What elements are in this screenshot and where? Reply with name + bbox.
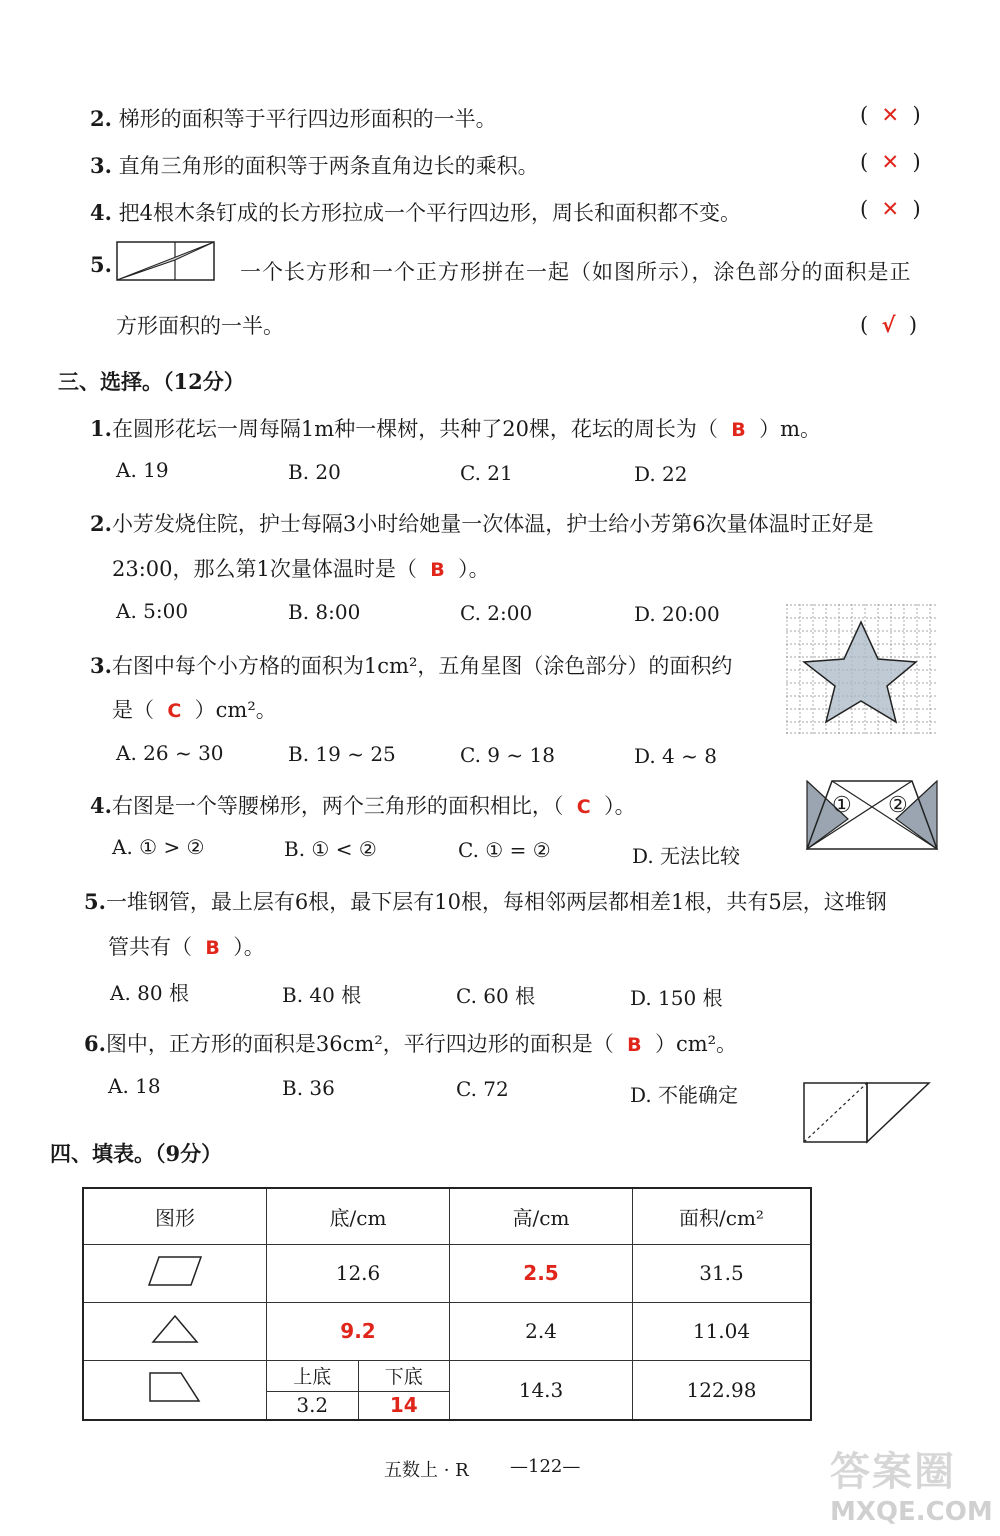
option-a: A. 26 ~ 30 [116, 741, 224, 765]
choice-q2-line1 [90, 508, 874, 538]
answer: B [205, 937, 220, 959]
question-text: 是（ [112, 698, 154, 722]
triangle-icon [150, 1313, 200, 1345]
judge-answer-4: ( ✕ ) [860, 197, 921, 221]
answer: B [731, 419, 746, 441]
option-d: D. 不能确定 [630, 1083, 739, 1107]
choice-q3-line2 [112, 694, 277, 724]
question-text-end: ）cm²。 [654, 1032, 738, 1056]
upper-base-label: 上底 [267, 1361, 358, 1392]
option-c: C. 21 [460, 461, 513, 485]
judge-item-5-text: 一个长方形和一个正方形拼在一起（如图所示），涂色部分的面积是正 [240, 260, 912, 284]
square-parallelogram-figure [802, 1080, 932, 1144]
area-cell: 122.98 [633, 1360, 812, 1420]
base-split-cell [267, 1360, 450, 1420]
question-text-end: ）。 [233, 935, 265, 959]
page-number: —122— [510, 1456, 581, 1477]
cross-mark: ✕ [881, 103, 900, 127]
option-b: B. ① < ② [284, 837, 377, 861]
table-header-row [83, 1188, 811, 1244]
choice-q5-line2 [108, 931, 265, 961]
question-text-end: ）。 [458, 557, 490, 581]
choice-q3-line1 [90, 650, 732, 680]
choice-q2-line2 [112, 553, 490, 583]
question-text: 右图是一个等腰梯形，两个三角形的面积相比，（ [111, 794, 564, 818]
section-3-title: 三、选择。（12分） [58, 369, 245, 394]
shape-cell [83, 1244, 267, 1302]
option-d: D. 20:00 [634, 602, 720, 626]
choice-q5-line1 [84, 886, 887, 916]
question-text: 一堆钢管，最上层有6根，最下层有10根，每相邻两层都相差1根，共有5层，这堆钢 [105, 890, 887, 914]
answer: B [430, 559, 445, 581]
question-text: 23:00，那么第1次量体温时是（ [112, 557, 417, 581]
star-grid-figure [786, 604, 936, 734]
item-number: 4. [90, 200, 112, 225]
question-text: 图中，正方形的面积是36cm²，平行四边形的面积是（ [105, 1032, 614, 1056]
question-text: 小芳发烧住院，护士每隔3小时给她量一次体温，护士给小芳第6次量体温时正好是 [111, 512, 874, 536]
option-b: B. 20 [288, 460, 341, 484]
judge-item-3 [90, 150, 539, 180]
question-text: 在圆形花坛一周每隔1m种一棵树，共种了20棵，花坛的周长为（ [111, 417, 718, 441]
shape-cell [83, 1360, 267, 1420]
question-text: 右图中每个小方格的面积为1cm²，五角星图（涂色部分）的面积约 [111, 654, 733, 678]
item-number: 3. [90, 653, 112, 678]
watermark-text: MXQE.COM [830, 1497, 993, 1527]
option-c: C. 72 [456, 1077, 509, 1101]
option-b: B. 8:00 [288, 600, 361, 624]
option-c: C. 9 ~ 18 [460, 743, 555, 767]
height-cell: 2.4 [450, 1302, 633, 1360]
table-row [83, 1360, 811, 1420]
option-a: A. 5:00 [116, 599, 189, 623]
trapezoid-icon [147, 1370, 203, 1404]
option-c: C. 60 根 [456, 984, 536, 1008]
lower-base-answer: 14 [389, 1393, 418, 1418]
item-number: 5. [90, 252, 112, 277]
table-row [83, 1244, 811, 1302]
item-text: 直角三角形的面积等于两条直角边长的乘积。 [118, 154, 539, 178]
footer-label: 五数上 · R [384, 1460, 469, 1481]
header-shape: 图形 [83, 1188, 267, 1244]
option-d: D. 22 [634, 462, 688, 486]
question-text-end: ）cm²。 [194, 698, 277, 722]
item-number: 3. [90, 153, 112, 178]
choice-q1 [90, 413, 821, 443]
item-number: 5. [84, 889, 106, 914]
judge-answer-5: ( √ ) [860, 313, 918, 337]
base-cell: 12.6 [267, 1244, 450, 1302]
base-subtable [267, 1361, 449, 1419]
cross-mark: ✕ [881, 150, 900, 174]
shape-cell [83, 1302, 267, 1360]
lower-base-label: 下底 [358, 1361, 449, 1392]
option-d: D. 150 根 [630, 986, 723, 1010]
item-number: 2. [90, 511, 112, 536]
judge-item-5-number [90, 252, 112, 277]
judge-item-5-text2: 方形面积的一半。 [116, 314, 284, 338]
height-cell: 14.3 [450, 1360, 633, 1420]
answer: C [576, 796, 591, 818]
option-b: B. 40 根 [282, 983, 362, 1007]
question-text: 管共有（ [108, 935, 192, 959]
region-label-2: ② [888, 793, 908, 818]
section-4-title: 四、填表。（9分） [50, 1141, 223, 1166]
header-height: 高/cm [450, 1188, 633, 1244]
item-number: 2. [90, 106, 112, 131]
rectangle-square-figure [116, 241, 216, 283]
base-answer: 9.2 [267, 1302, 450, 1360]
option-d: D. 无法比较 [632, 844, 741, 868]
option-a: A. 80 根 [110, 981, 189, 1005]
table-row [83, 1302, 811, 1360]
area-cell: 31.5 [633, 1244, 812, 1302]
item-text: 梯形的面积等于平行四边形面积的一半。 [118, 107, 497, 131]
question-text-end: ）m。 [759, 417, 822, 441]
answer: B [627, 1034, 642, 1056]
item-number: 1. [90, 416, 112, 441]
fill-table [82, 1187, 812, 1421]
item-number: 6. [84, 1031, 106, 1056]
item-text: 把4根木条钉成的长方形拉成一个平行四边形，周长和面积都不变。 [118, 201, 741, 225]
option-a: A. 18 [108, 1074, 161, 1098]
choice-q4 [90, 790, 636, 820]
option-c: C. ① = ② [458, 838, 551, 862]
judge-item-4 [90, 197, 741, 227]
option-c: C. 2:00 [460, 601, 533, 625]
item-number: 4. [90, 793, 112, 818]
area-cell: 11.04 [633, 1302, 812, 1360]
option-a: A. 19 [116, 458, 169, 482]
option-d: D. 4 ~ 8 [634, 744, 717, 768]
cross-mark: ✕ [881, 197, 900, 221]
option-a: A. ① > ② [112, 835, 205, 859]
isosceles-trapezoid-figure [806, 780, 938, 852]
judge-item-2 [90, 103, 497, 133]
watermark-logo: 答案圈 MXQE.COM [830, 1449, 993, 1527]
judge-answer-3: ( ✕ ) [860, 150, 921, 174]
parallelogram-icon [147, 1255, 203, 1287]
option-b: B. 36 [282, 1076, 335, 1100]
header-area: 面积/cm² [633, 1188, 812, 1244]
region-label-1: ① [832, 793, 852, 818]
header-base: 底/cm [267, 1188, 450, 1244]
height-answer: 2.5 [450, 1244, 633, 1302]
choice-q6 [84, 1028, 737, 1058]
option-b: B. 19 ~ 25 [288, 742, 396, 766]
judge-answer-2: ( ✕ ) [860, 103, 921, 127]
upper-base-value: 3.2 [267, 1391, 358, 1418]
question-text-end: ）。 [604, 794, 636, 818]
check-mark: √ [881, 313, 896, 337]
answer: C [167, 700, 182, 722]
